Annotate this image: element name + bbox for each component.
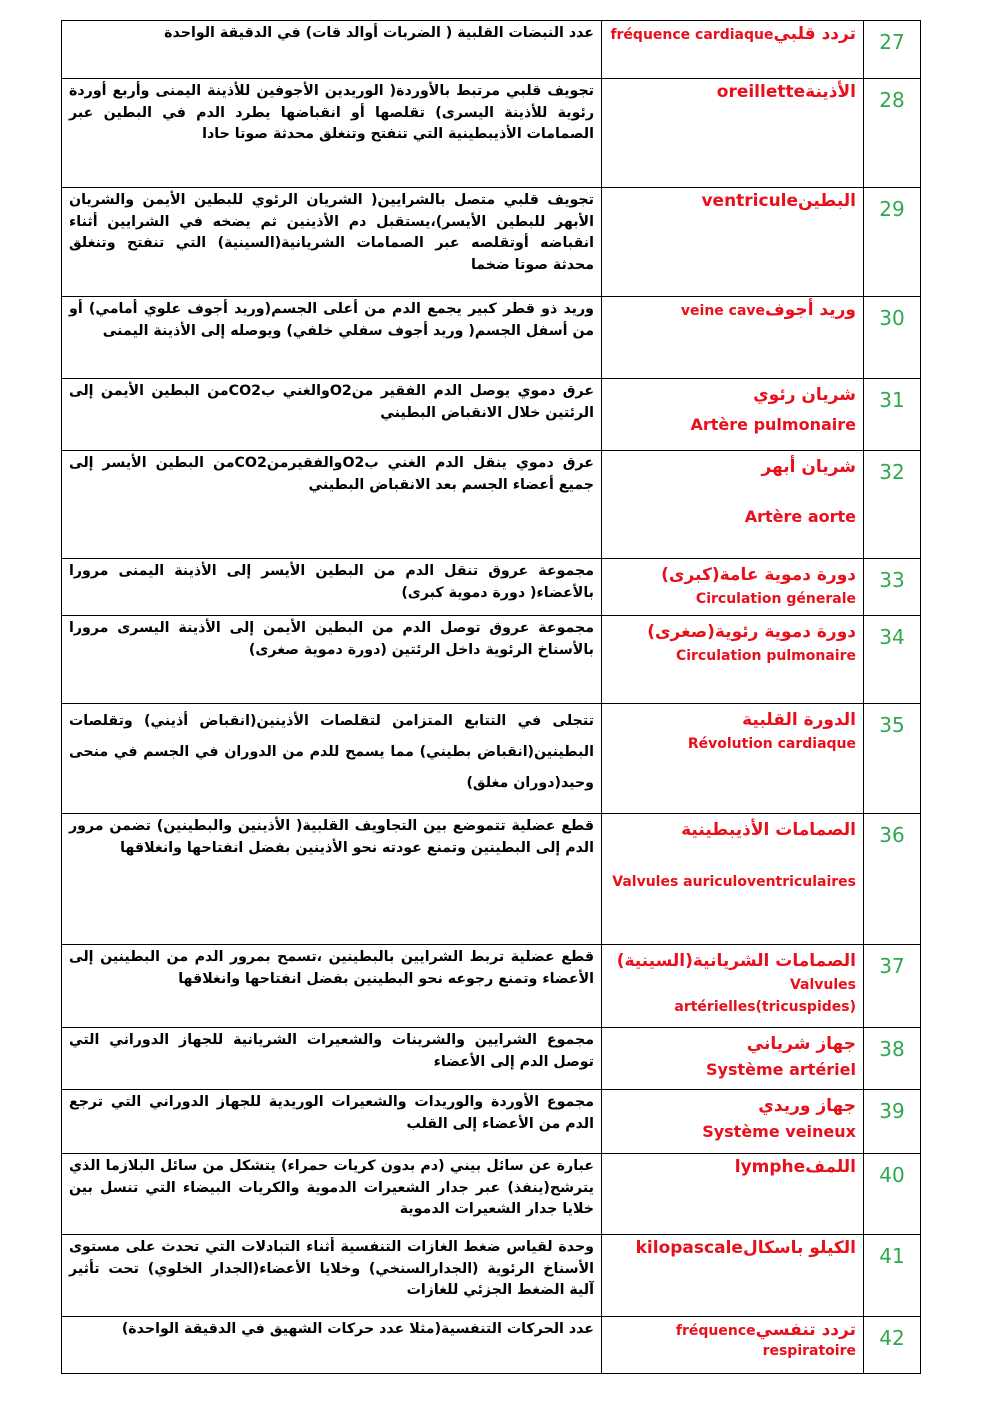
term-arabic: دورة دموية عامة(كبرى) — [661, 565, 856, 585]
row-number: 38 — [864, 1028, 921, 1090]
definition-cell: عرق دموي ينقل الدم الغني بO2والفقيرمنCO2من البطين الأيسر إلى جميع أعضاء الجسم بعد الانقباض البطيني — [62, 451, 602, 559]
table-row — [62, 559, 921, 616]
definition-cell: قطع عضلية تربط الشرايين بالبطينين ،تسمح بمرور الدم من البطينين إلى الأعضاء وتمنع رجوعه نحو البطينين بفضل انفتاحها وانغلاقها — [62, 945, 602, 1028]
table-row — [62, 297, 921, 379]
term-french: Système artériel — [706, 1060, 856, 1079]
term-arabic: الصمامات الشريانية(السينية) — [616, 951, 856, 971]
row-number: 32 — [864, 451, 921, 559]
table-row — [62, 451, 921, 559]
term-french: Circulation génerale — [695, 591, 856, 607]
row-number: 27 — [864, 21, 921, 79]
table-row — [62, 79, 921, 188]
definition-cell: عبارة عن سائل بيني (دم بدون كريات حمراء) يتشكل من سائل البلازما الذي يترشح(ينفذ) عبر جدار الشعيرات الدموية والكريات البيضاء التي تنسل بين خلايا جدار الشعيرات الدموية — [62, 1154, 602, 1235]
definition-cell: وريد ذو قطر كبير يجمع الدم من أعلى الجسم(وريد أجوف علوي أمامي) أو من أسفل الجسم( وريد أجوف سفلي خلفي) ويوصله إلى الأذينة اليمنى — [62, 297, 602, 379]
definition-cell: عدد النبضات القلبية ( الضربات أوالد قات) في الدقيقة الواحدة — [62, 21, 602, 79]
term-cell — [602, 297, 864, 379]
term-arabic: البطين — [798, 191, 856, 211]
row-number: 35 — [864, 704, 921, 814]
definition-cell: وحدة لقياس ضغط الغازات التنفسية أثناء التبادلات التي تحدث على مستوى الأسناخ الرئوية (الجدارالسنخي) وخلايا الأعضاء(الجدار الخلوي) تحت تأثير آلية الضغط الجزئي للغازات — [62, 1235, 602, 1317]
term-french: Système veineux — [702, 1122, 856, 1141]
row-number: 37 — [864, 945, 921, 1028]
term-french: Artère pulmonaire — [690, 415, 856, 434]
definition-cell: عدد الحركات التنفسية(مثلا عدد حركات الشهيق في الدقيقة الواحدة) — [62, 1317, 602, 1374]
table-row — [62, 814, 921, 945]
term-arabic: الأذينة — [805, 82, 856, 102]
term-cell — [602, 188, 864, 297]
term-cell — [602, 1028, 864, 1090]
term-arabic: جهاز شرياني — [746, 1034, 856, 1054]
term-french: Circulation pulmonaire — [675, 648, 856, 664]
term-cell — [602, 945, 864, 1028]
definition-cell: مجموع الأوردة والوريدات والشعيرات الوريدية للجهاز الدوراني التي ترجع الدم من الأعضاء إلى القلب — [62, 1090, 602, 1154]
term-french: kilopascale — [635, 1238, 743, 1258]
row-number: 33 — [864, 559, 921, 616]
glossary-table — [61, 20, 921, 1374]
term-cell — [602, 1317, 864, 1374]
term-cell — [602, 1235, 864, 1317]
term-arabic: تردد قلبي — [773, 24, 856, 44]
term-cell — [602, 379, 864, 451]
definition-cell: قطع عضلية تتموضع بين التجاويف القلبية( الأذينين والبطينين) تضمن مرور الدم إلى البطينين وتمنع عودته نحو الأذينين بفضل انفتاحها وانغلاقها — [62, 814, 602, 945]
term-french: ventricule — [701, 191, 799, 211]
term-arabic: الكيلو باسكال — [742, 1238, 856, 1258]
term-arabic: شريان أبهر — [761, 457, 856, 477]
table-row — [62, 1317, 921, 1374]
table-row — [62, 1090, 921, 1154]
term-french: veine cave — [680, 303, 766, 319]
row-number: 39 — [864, 1090, 921, 1154]
term-arabic: تردد تنفسي — [755, 1320, 856, 1340]
table-row — [62, 704, 921, 814]
row-number: 42 — [864, 1317, 921, 1374]
table-row — [62, 379, 921, 451]
row-number: 31 — [864, 379, 921, 451]
table-row — [62, 616, 921, 704]
table-row — [62, 188, 921, 297]
term-french: oreillette — [716, 82, 806, 102]
row-number: 41 — [864, 1235, 921, 1317]
row-number: 29 — [864, 188, 921, 297]
term-cell — [602, 616, 864, 704]
definition-cell: مجموعة عروق تنقل الدم من البطين الأيسر إلى الأذينة اليمنى مرورا بالأعضاء( دورة دموية كبرى) — [62, 559, 602, 616]
row-number: 30 — [864, 297, 921, 379]
term-cell — [602, 559, 864, 616]
term-arabic: الصمامات الأذيبطينية — [681, 820, 856, 840]
term-cell — [602, 814, 864, 945]
term-cell — [602, 1090, 864, 1154]
term-french: lymphe — [734, 1157, 806, 1177]
term-arabic: شريان رئوي — [753, 385, 856, 405]
term-french: Artère aorte — [744, 507, 856, 526]
definition-cell: تجويف قلبي مرتبط بالأوردة( الوريدين الأجوفين للأذينة اليمنى وأربع أوردة رئوية للأذينة اليسرى) تقلصها أو انقباضها يطرد الدم في البطين عبر الصمامات الأذيبطينية التي تنفتح وتنغلق محدثة صوتا حادا — [62, 79, 602, 188]
term-arabic: الدورة القلبية — [742, 710, 856, 730]
term-french: Valvules auriculoventriculaires — [612, 874, 856, 890]
term-french: Révolution cardiaque — [687, 736, 856, 752]
definition-cell: مجموعة عروق توصل الدم من البطين الأيمن إلى الأذينة اليسرى مرورا بالأسناخ الرئوية داخل الرئتين (دورة دموية صغرى) — [62, 616, 602, 704]
row-number: 34 — [864, 616, 921, 704]
table-row — [62, 21, 921, 79]
definition-cell: تجويف قلبي متصل بالشرايين( الشريان الرئوي للبطين الأيمن والشريان الأبهر للبطين الأيسر)،يستقبل دم الأذينين ثم يضخه في الشرايين أثناء انقباضه أوتقلصه عبر الصمامات الشريانية(السينية) التي تنفتح وتنغلق محدثة صوتا ضخما — [62, 188, 602, 297]
table-row — [62, 1235, 921, 1317]
term-cell — [602, 1154, 864, 1235]
table-row — [62, 945, 921, 1028]
term-arabic: وريد أجوف — [765, 300, 856, 320]
term-arabic: دورة دموية رئوية(صغرى) — [647, 622, 856, 642]
term-cell — [602, 21, 864, 79]
definition-cell: عرق دموي يوصل الدم الفقير منO2والغني بCO2من البطين الأيمن إلى الرئتين خلال الانقباض البطيني — [62, 379, 602, 451]
term-cell — [602, 451, 864, 559]
term-french: fréquence cardiaque — [610, 27, 774, 43]
row-number: 40 — [864, 1154, 921, 1235]
term-cell — [602, 79, 864, 188]
term-cell — [602, 704, 864, 814]
table-row — [62, 1154, 921, 1235]
definition-cell: مجموع الشرايين والشرينات والشعيرات الشريانية للجهاز الدوراني التي توصل الدم إلى الأعضاء — [62, 1028, 602, 1090]
row-number: 28 — [864, 79, 921, 188]
definition-cell: تتجلى في التتابع المتزامن لتقلصات الأذينين(انقباض أذيني) وتقلصات البطينين(انقباض بطيني) مما يسمح للدم من الدوران في الجسم في منحى وحيد(دوران مغلق) — [62, 704, 602, 814]
term-french: Valvules artérielles(tricuspides) — [674, 977, 856, 1015]
table-row — [62, 1028, 921, 1090]
term-arabic: جهاز وريدي — [758, 1096, 856, 1116]
term-arabic: اللمف — [805, 1157, 856, 1177]
term-french: fréquence respiratoire — [675, 1323, 856, 1359]
row-number: 36 — [864, 814, 921, 945]
